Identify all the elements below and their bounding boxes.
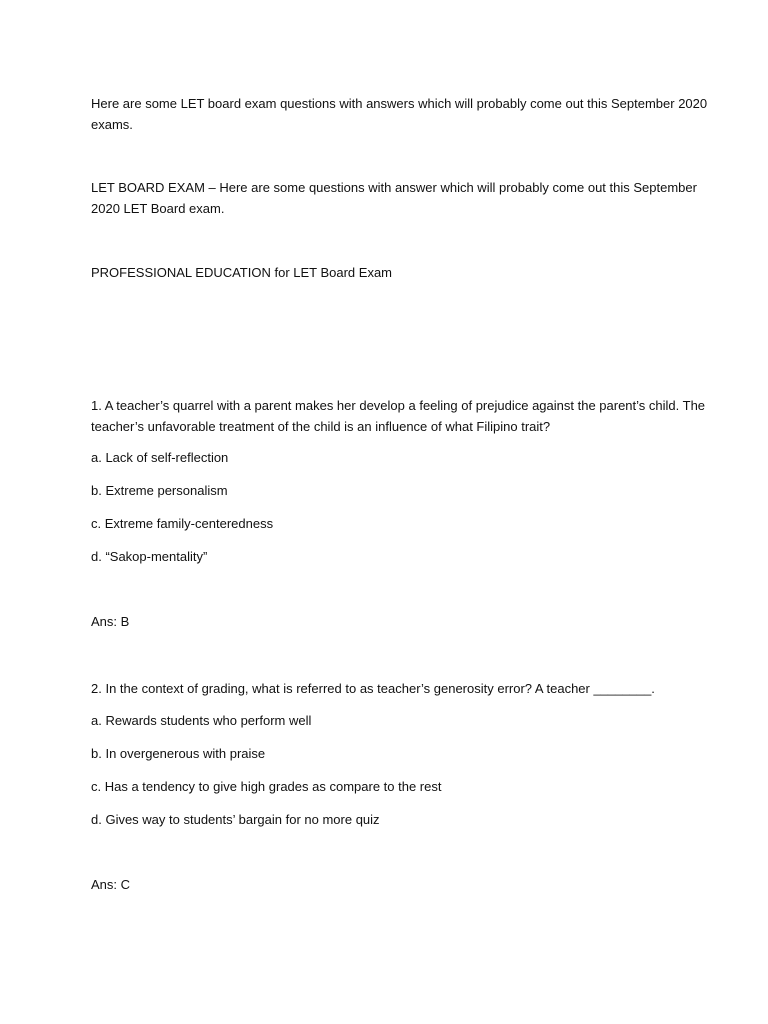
lead-paragraph: LET BOARD EXAM – Here are some questions with answer which will probably come out this September 2020 LET Board exam. bbox=[91, 180, 701, 216]
question-1-choice-a: a. Lack of self-reflection bbox=[91, 450, 229, 465]
question-1-answer: Ans: B bbox=[91, 614, 130, 629]
section-title: PROFESSIONAL EDUCATION for LET Board Exam bbox=[91, 265, 393, 280]
question-2-choice-c: c. Has a tendency to give high grades as compare to the rest bbox=[91, 779, 442, 794]
intro-paragraph: Here are some LET board exam questions with answers which will probably come out this September 2020 exams. bbox=[91, 96, 711, 132]
question-1-choice-b: b. Extreme personalism bbox=[91, 483, 228, 498]
question-1-text: 1. A teacher’s quarrel with a parent makes her develop a feeling of prejudice against the parent’s child. The teacher’s unfavorable treatment of the child is an influence of what Filipino trait? bbox=[91, 398, 709, 434]
question-1-choice-c: c. Extreme family-centeredness bbox=[91, 516, 274, 531]
question-1-choice-d: d. “Sakop-mentality” bbox=[91, 549, 208, 564]
question-2-text: 2. In the context of grading, what is referred to as teacher’s generosity error? A teacher ________. bbox=[91, 681, 655, 696]
question-2-choice-b: b. In overgenerous with praise bbox=[91, 746, 266, 761]
question-2-choice-a: a. Rewards students who perform well bbox=[91, 713, 312, 728]
question-2-answer: Ans: C bbox=[91, 877, 131, 892]
question-2-choice-d: d. Gives way to students’ bargain for no more quiz bbox=[91, 812, 380, 827]
